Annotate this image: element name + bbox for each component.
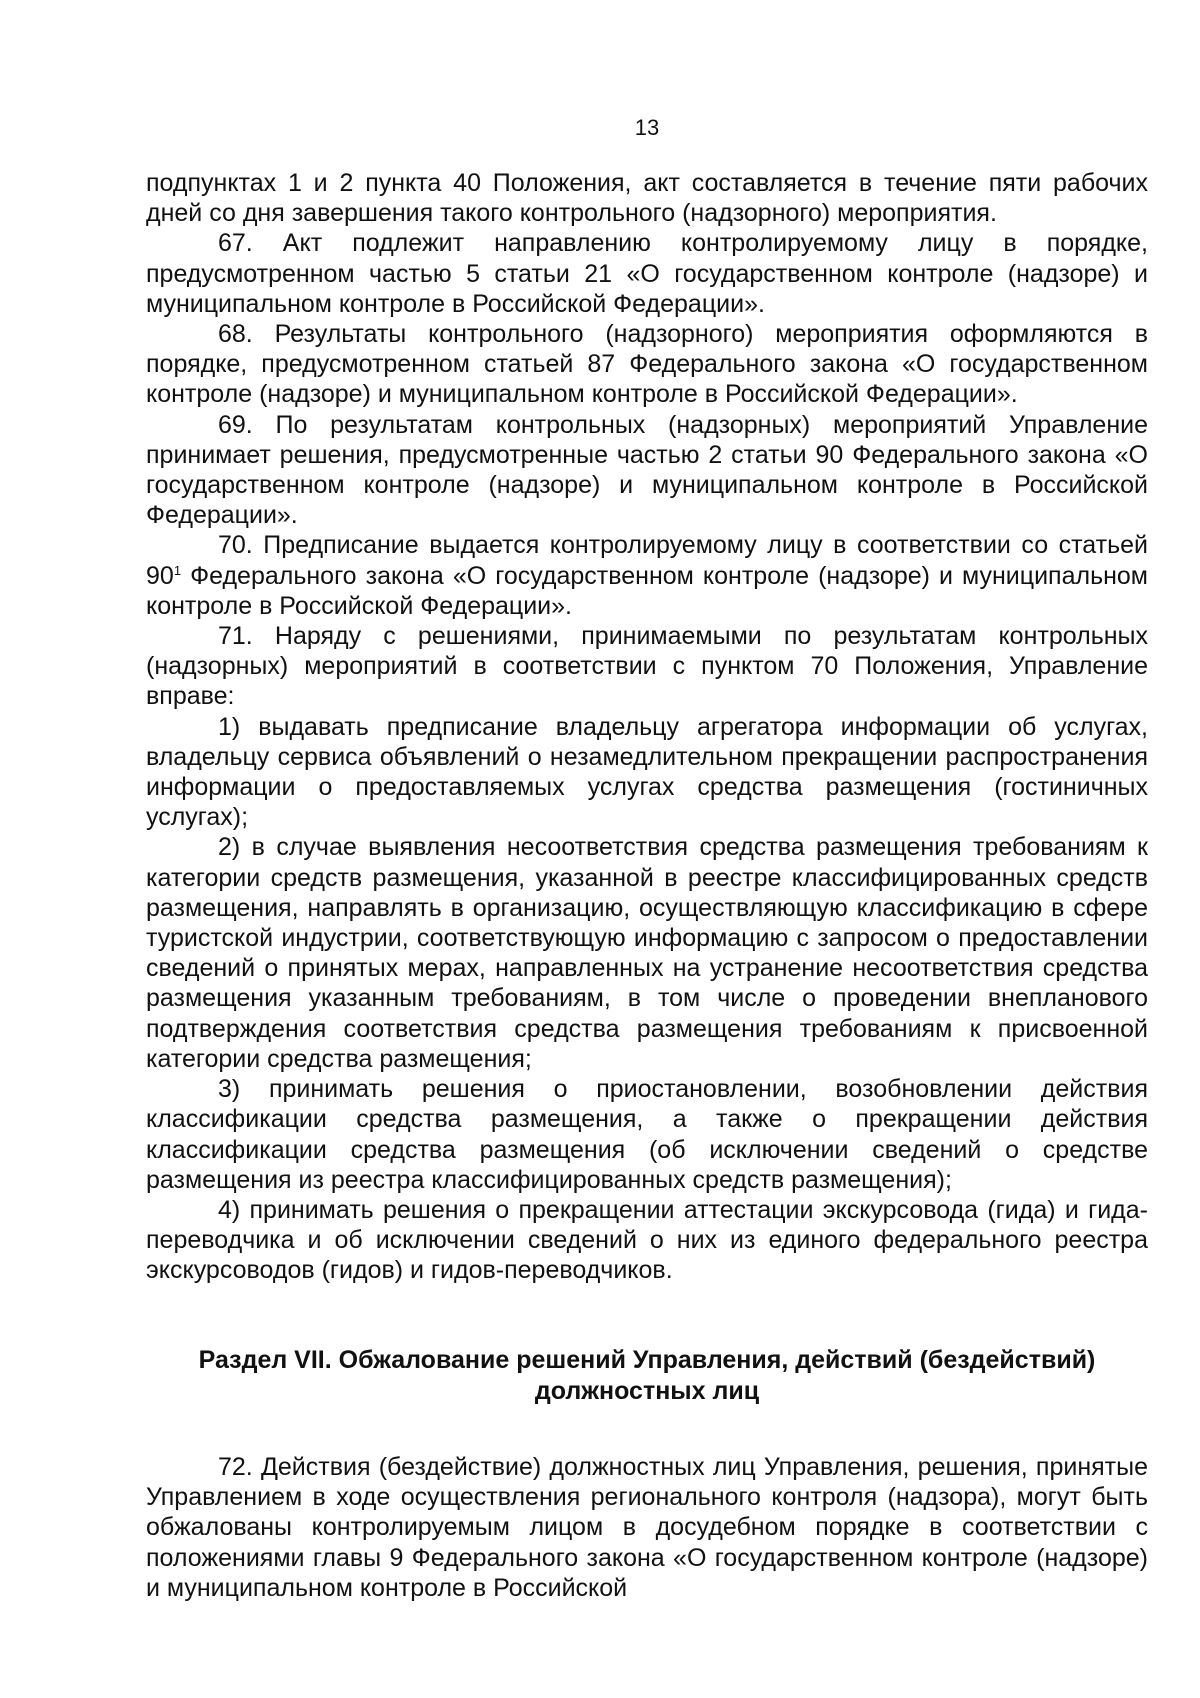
section-heading — [146, 1345, 1148, 1407]
paragraph-69: 69. По результатам контрольных (надзорных) мероприятий Управление принимает решения, предусмотренные частью 2 статьи 90 Федерального закона «О государственном контроле (надзоре) и муниципальном контроле в Российской Федерации». — [146, 410, 1148, 530]
document-body — [146, 168, 1148, 1286]
list-item-2: 2) в случае выявления несоответствия средства размещения требованиям к категории средств размещения, указанной в реестре классифицированных средств размещения, направлять в организацию, осуществляющую классификацию в сфере туристской индустрии, соответствующую информацию с запросом о предоставлении сведений о принятых мерах, направленных на устранение несоответствия средства размещения указанным требованиям, в том числе о проведении внепланового подтверждения соответствия средства размещения требованиям к присвоенной категории средства размещения; — [146, 833, 1148, 1073]
paragraph-70-text: 70. Предписание выдается контролируемому лицу в соответствии со статьей 90 — [146, 531, 1148, 590]
section-heading-line-2: должностных лиц — [534, 1377, 760, 1405]
section-heading-line-1: Раздел VII. Обжалование решений Управления, действий (бездействий) — [198, 1346, 1096, 1374]
superscript: 1 — [173, 562, 182, 578]
paragraph-70-text-rest: Федерального закона «О государственном контроле (надзоре) и муниципальном контроле в Российской Федерации». — [146, 561, 1148, 620]
list-item-3: 3) принимать решения о приостановлении, возобновлении действия классификации средства размещения, а также о прекращении действия классификации средства размещения (об исключении сведений о средстве размещения из реестра классифицированных средств размещения); — [146, 1075, 1148, 1194]
paragraph-68: 68. Результаты контрольного (надзорного) мероприятия оформляются в порядке, предусмотренном статьей 87 Федерального закона «О государственном контроле (надзоре) и муниципальном контроле в Российской Федерации». — [146, 320, 1148, 409]
section-body — [146, 1452, 1148, 1603]
list-item-1: 1) выдавать предписание владельцу агрегатора информации об услугах, владельцу сервиса объявлений о незамедлительном прекращении распространения информации о предоставляемых услугах средства размещения (гостиничных услугах); — [146, 712, 1148, 832]
page-number: 13 — [634, 115, 660, 140]
paragraph-72: 72. Действия (бездействие) должностных лиц Управления, решения, принятые Управлением в ходе осуществления регионального контроля (надзора), могут быть обжалованы контролируемым лицом в досудебном порядке в соответствии с положениями главы 9 Федерального закона «О государственном контроле (надзоре) и муниципальном контроле в Российской — [146, 1453, 1148, 1602]
paragraph-71: 71. Наряду с решениями, принимаемыми по результатам контрольных (надзорных) мероприятий в соответствии с пунктом 70 Положения, Управление вправе: — [146, 622, 1148, 711]
paragraph-continuation: подпунктах 1 и 2 пункта 40 Положения, акт составляется в течение пяти рабочих дней со дня завершения такого контрольного (надзорного) мероприятия. — [146, 169, 1148, 228]
list-item-4: 4) принимать решения о прекращении аттестации экскурсовода (гида) и гида-переводчика и об исключении сведений о них из единого федерального реестра экскурсоводов (гидов) и гидов-переводчиков. — [146, 1195, 1148, 1285]
paragraph-67: 67. Акт подлежит направлению контролируемому лицу в порядке, предусмотренном частью 5 статьи 21 «О государственном контроле (надзоре) и муниципальном контроле в Российской Федерации». — [146, 229, 1148, 318]
paragraph-70 — [146, 530, 1148, 621]
